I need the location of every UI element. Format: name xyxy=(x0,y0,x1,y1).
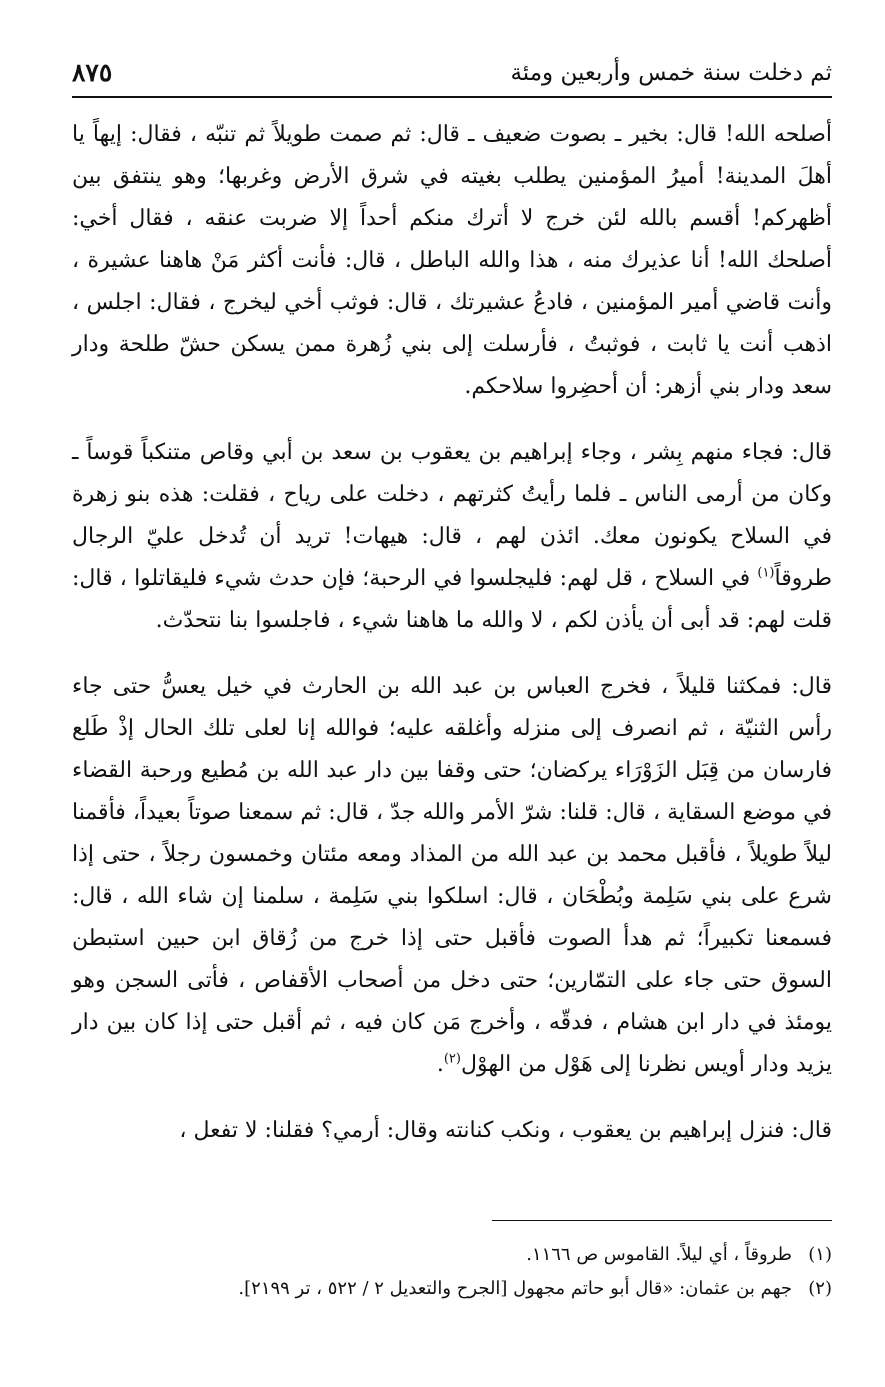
footnote-text: جهم بن عثمان: «قال أبو حاتم مجهول [الجرح والتعديل ٢ / ٥٢٢ ، تر ٢١٩٩]. xyxy=(238,1278,792,1299)
paragraph-text: في السلاح ، قل لهم: فليجلسوا في الرحبة؛ فإن حدث شيء فليقاتلوا ، قال: قلت لهم: قد أبى أن يأذن لكم ، لا والله ما هاهنا شيء ، فاجلسوا بنا نتحدّث. xyxy=(72,566,832,633)
book-page xyxy=(72,48,832,1348)
paragraph-text: أصلحه الله! قال: بخير ـ بصوت ضعيف ـ قال: ثم صمت طويلاً ثم تنبّه ، فقال: إيهاً يا أهلَ المدينة! أميرُ المؤمنين يطلب بغيته في شرق الأرض وغربها؛ وهو ينتفق بين أظهركم! أقسم بالله لئن خرج لا أترك منكم أحداً إلا ضربت عنقه ، فقال أخي: أصلحك الله! أنا عذيرك منه ، هذا والله الباطل ، قال: فأنت أكثر مَنْ هاهنا عشيرة ، وأنت قاضي أمير المؤمنين ، فادعُ عشيرتك ، قال: فوثب أخي ليخرج ، فقال: اجلس ، اذهب أنت يا ثابت ، فوثبتُ ، فأرسلت إلى بني زُهرة ممن يسكن حشّ طلحة ودار سعد ودار بني أزهر: أن أحضِروا سلاحكم. xyxy=(72,122,832,399)
footnote-ref-1[interactable]: (١) xyxy=(757,565,775,581)
paragraph-4 xyxy=(72,1110,832,1152)
footnote-1 xyxy=(72,1238,832,1272)
body-text xyxy=(72,114,832,1176)
paragraph-2 xyxy=(72,432,832,642)
footnote-divider xyxy=(492,1220,832,1221)
paragraph-1 xyxy=(72,114,832,408)
running-title: ثم دخلت سنة خمس وأربعين ومئة xyxy=(510,60,832,86)
paragraph-text: قال: فنزل إبراهيم بن يعقوب ، ونكب كنانته وقال: أرمي؟ فقلنا: لا تفعل ، xyxy=(179,1118,832,1143)
page-number: ٨٧٥ xyxy=(72,58,113,87)
paragraph-text: قال: فمكثنا قليلاً ، فخرج العباس بن عبد الله بن الحارث في خيل يعسُّ حتى جاء رأس الثنيّة ، ثم انصرف إلى منزله وأغلقه عليه؛ فوالله إنا لعلى تلك الحال إذْ طَلع فارسان من قِبَل الزَوْرَاء يركضان؛ حتى وقفا بين دار عبد الله بن مُطيع ورحبة القضاء في موضع السقاية ، قال: قلنا: شرّ الأمر والله جدّ ، قال: ثم سمعنا صوتاً بعيداً، فأقمنا ليلاً طويلاً ، فأقبل محمد بن عبد الله من المذاد ومعه مئتان وخمسون رجلاً ، حتى إذا شرع على بني سَلِمة وبُطْحَان ، قال: اسلكوا بني سَلِمة ، سلمنا إن شاء الله ، قال: فسمعنا تكبيراً؛ ثم هدأ الصوت فأقبل حتى إذا خرج من زُقاق ابن حبين استبطن السوق حتى جاء على التمّارين؛ حتى دخل من أصحاب الأقفاص ، فأتى السجن وهو يومئذ في دار ابن هشام ، فدقّه ، وأخرج مَن كان فيه ، ثم أقبل حتى إذا كان بين دار يزيد ودار أويس نظرنا إلى هَوْل من الهوْل xyxy=(72,674,832,1077)
footnote-number: (٢) xyxy=(808,1278,832,1299)
footnote-2 xyxy=(72,1272,832,1306)
running-header xyxy=(72,56,832,98)
footnote-text: طروقاً ، أي ليلاً. القاموس ص ١١٦٦. xyxy=(526,1244,792,1265)
footnotes xyxy=(72,1238,832,1306)
footnote-ref-2[interactable]: (٢) xyxy=(443,1051,461,1067)
footnote-number: (١) xyxy=(808,1244,832,1265)
paragraph-text: قال: فجاء منهم بِشر ، وجاء إبراهيم بن يعقوب بن سعد بن أبي وقاص متنكباً قوساً ـ وكان من أرمى الناس ـ فلما رأيتُ كثرتهم ، دخلت على رياح ، فقلت: هذه بنو زهرة في السلاح يكونون معك. ائذن لهم ، قال: هيهات! تريد أن تُدخل عليّ الرجال طروقاً xyxy=(72,440,832,591)
paragraph-3: قال: فمكثنا قليلاً ، فخرج العباس بن عبد الله بن الحارث في خيل يعسُّ حتى جاء رأس الثنيّة ، ثم انصرف إلى منزله وأغلقه عليه؛ فوالله إنا لعلى تلك الحال إذْ طَلع فارسان من قِبَل الزَوْرَاء يركضان؛ حتى وقفا بين دار عبد الله بن مُطيع ورحبة القضاء في موضع السقاية ، قال: قلنا: شرّ الأمر والله جدّ ، قال: ثم سمعنا صوتاً بعيداً، فأقمنا ليلاً طويلاً ، فأقبل محمد بن عبد الله من المذاد ومعه مئتان وخمسون رجلاً ، حتى إذا شرع على بني سَلِمة وبُطْحَان ، قال: اسلكوا بني سَلِمة ، سلمنا إن شاء الله ، قال: فسمعنا تكبيراً؛ ثم هدأ الصوت فأقبل حتى إذا خرج من زُقاق ابن حبين استبطن السوق حتى جاء على التمّارين؛ حتى دخل من أصحاب الأقفاص ، فأتى السجن وهو يومئذ في دار ابن هشام ، فدقّه ، وأخرج مَن كان فيه ، ثم أقبل حتى إذا كان بين دار يزيد ودار أويس نظرنا إلى هَوْل من الهوْل$^{(٢)}$. xyxy=(72,674,832,1077)
